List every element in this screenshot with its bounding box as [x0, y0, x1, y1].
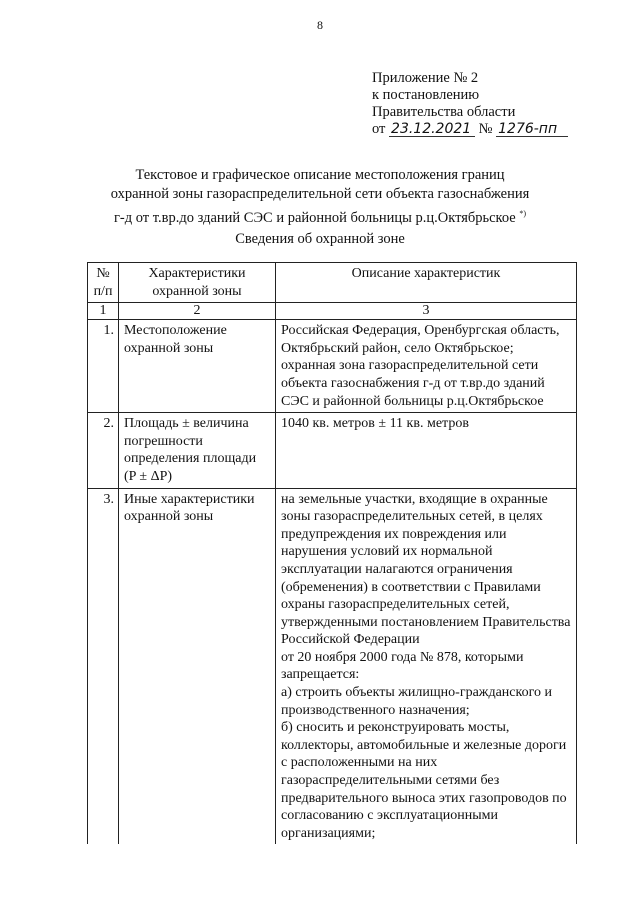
- row-number: 1.: [88, 320, 119, 413]
- title-line-2: охранной зоны газораспределительной сети объекта газоснабжения: [110, 186, 530, 202]
- row-description-item-a: а) строить объекты жилищно-гражданского и производственного назначения;: [281, 685, 552, 718]
- index-cell: 1: [88, 303, 119, 320]
- row-number: 2.: [88, 413, 119, 488]
- row-description: 1040 кв. метров ± 11 кв. метров: [276, 413, 577, 488]
- row-description-item-b: б) сносить и реконструировать мосты, коллекторы, автомобильные и железные дороги с расположенными на них газораспределительными сетями без предварительного выноса этих газопроводов по согласованию с эксплуатационными организациями;: [281, 720, 567, 841]
- appendix-date-line: [372, 121, 568, 138]
- row-description-part-2: от 20 ноября 2000 года № 878, которыми запрещается:: [281, 649, 524, 683]
- table-header-row: [88, 263, 577, 303]
- table-row: [88, 488, 577, 844]
- table-row: [88, 413, 577, 488]
- row-description: [276, 488, 577, 844]
- header-characteristic: Характеристики охранной зоны: [119, 263, 276, 303]
- row-description-part-1: на земельные участки, входящие в охранные зоны газораспределительных сетей, в целях предупреждения их повреждения или нарушения условий их нормальной эксплуатации налагаются ограничения (обременения) в соответствии с Правилами охраны газораспределительных сетей, утвержденными постановлением Правительства Российской Федерации: [281, 491, 571, 648]
- index-cell: 2: [119, 303, 276, 320]
- header-description: Описание характеристик: [276, 263, 577, 303]
- table-index-row: [88, 303, 577, 320]
- row-number: 3.: [88, 488, 119, 844]
- appendix-from: от: [372, 121, 386, 137]
- appendix-num-sign: №: [478, 121, 493, 137]
- appendix-number: 1276-пп: [496, 122, 568, 137]
- index-cell: 3: [276, 303, 577, 320]
- appendix-line-1: Приложение № 2: [372, 70, 479, 86]
- section-subtitle: Сведения об охранной зоне: [235, 231, 405, 247]
- appendix-line-2: к постановлению: [372, 87, 480, 103]
- document-title: [60, 166, 580, 228]
- zone-info-table: [87, 262, 577, 844]
- appendix-line-3: Правительства области: [372, 104, 516, 120]
- appendix-date: 23.12.2021: [389, 122, 475, 137]
- footnote-mark: *): [519, 209, 527, 218]
- row-characteristic: Площадь ± величина погрешности определения площади (P ± ΔP): [119, 413, 276, 488]
- row-description: Российская Федерация, Оренбургская область, Октябрьский район, село Октябрьское; охранная зона газораспределительной сети объекта газоснабжения г-д от т.вр.до зданий СЭС и районной больницы р.ц.Октябрьское: [276, 320, 577, 413]
- row-characteristic: Иные характеристики охранной зоны: [119, 488, 276, 844]
- title-line-3: [60, 204, 580, 228]
- table-row: [88, 320, 577, 413]
- appendix-block: [372, 70, 568, 138]
- title-line-1: Текстовое и графическое описание местоположения границ: [135, 167, 505, 183]
- page-number: 8: [317, 18, 323, 32]
- header-number: № п/п: [88, 263, 119, 303]
- title-line-3-text: г-д от т.вр.до зданий СЭС и районной больницы р.ц.Октябрьское: [113, 209, 516, 226]
- row-characteristic: Местоположение охранной зоны: [119, 320, 276, 413]
